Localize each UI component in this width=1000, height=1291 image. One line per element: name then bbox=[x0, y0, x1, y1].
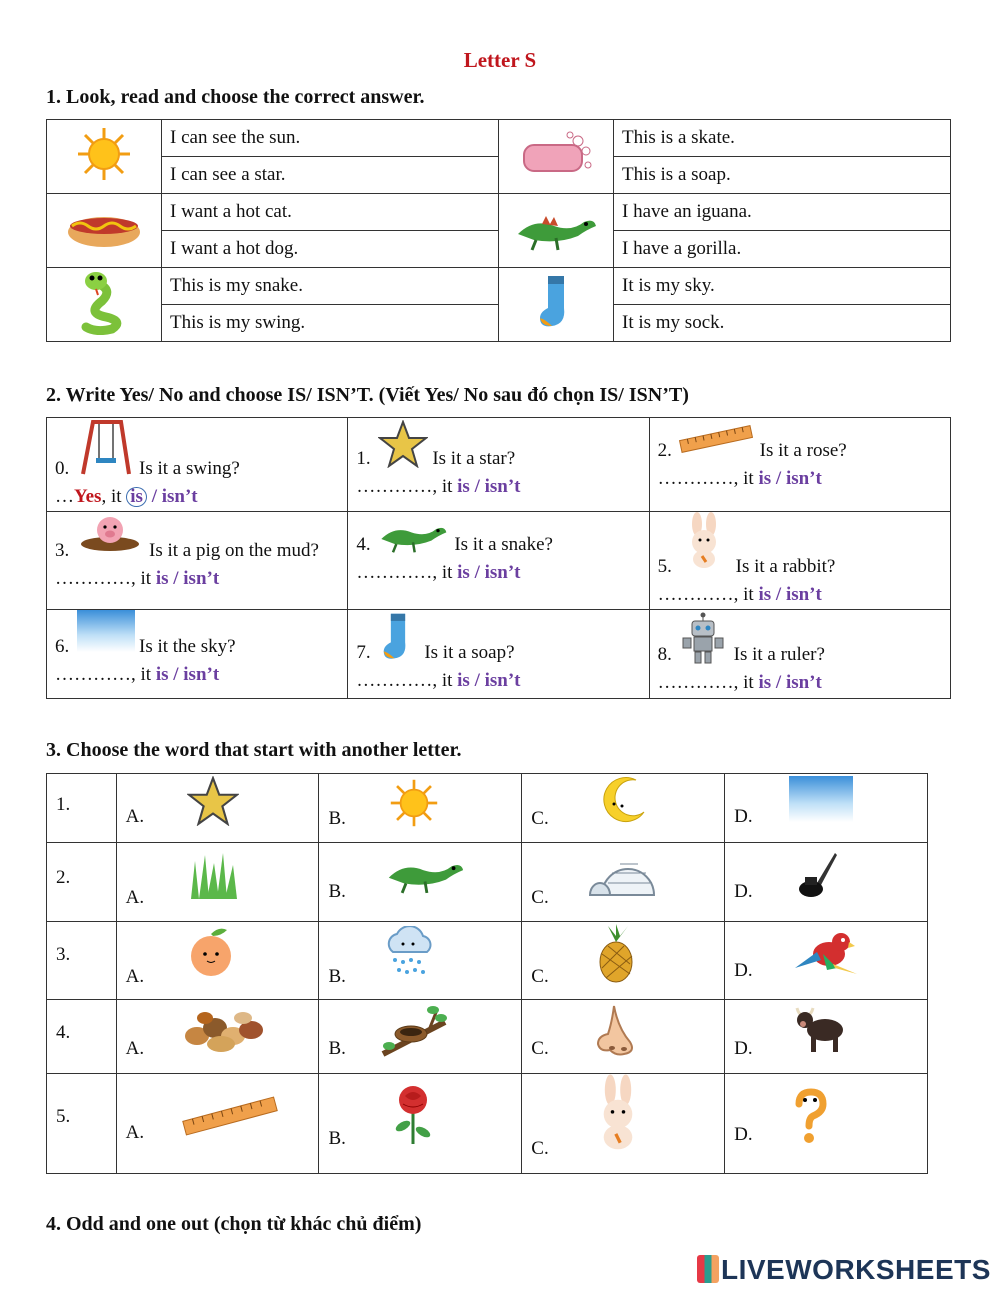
choice[interactable]: This is my snake. bbox=[162, 268, 499, 305]
question-text: Is it a swing? bbox=[139, 458, 240, 479]
choice[interactable]: This is a soap. bbox=[614, 157, 951, 194]
choice[interactable]: I have a gorilla. bbox=[614, 231, 951, 268]
soap-icon bbox=[499, 120, 614, 194]
option-d[interactable] bbox=[725, 843, 928, 922]
question-text: Is it the sky? bbox=[139, 636, 236, 657]
nuts-icon bbox=[181, 1006, 269, 1054]
option-letter: A. bbox=[125, 1122, 145, 1143]
option-letter: B. bbox=[328, 808, 346, 829]
question-cell bbox=[649, 610, 950, 699]
nose-icon bbox=[592, 1004, 638, 1058]
option-a[interactable] bbox=[116, 922, 319, 1000]
row-number-cell bbox=[47, 922, 117, 1000]
pig-icon bbox=[79, 512, 141, 552]
option-a[interactable] bbox=[116, 774, 319, 843]
sky-icon bbox=[789, 776, 853, 822]
option-b[interactable] bbox=[319, 922, 522, 1000]
example-cell bbox=[47, 418, 348, 512]
question-text: Is it a ruler? bbox=[733, 644, 825, 665]
sock-icon bbox=[380, 612, 416, 662]
is-option[interactable]: is bbox=[758, 672, 772, 693]
question-text: Is it a soap? bbox=[424, 642, 515, 663]
option-d[interactable] bbox=[725, 922, 928, 1000]
section3-table bbox=[46, 773, 928, 1174]
grass-icon bbox=[187, 851, 241, 899]
question-cell bbox=[649, 418, 950, 512]
question-text: Is it a rose? bbox=[759, 440, 847, 461]
section3-heading: 3. Choose the word that start with another letter. bbox=[46, 739, 462, 761]
row-number-cell bbox=[47, 774, 117, 843]
robot-icon bbox=[680, 612, 726, 664]
row-number: 2. bbox=[56, 867, 71, 888]
option-letter: D. bbox=[734, 960, 753, 981]
row-number-cell bbox=[47, 1074, 117, 1174]
item-number: 5. bbox=[657, 556, 672, 577]
option-a[interactable] bbox=[116, 1074, 319, 1174]
rain-cloud-icon bbox=[383, 926, 435, 980]
question-text: Is it a pig on the mud? bbox=[149, 540, 319, 561]
option-d[interactable] bbox=[725, 1074, 928, 1174]
is-option[interactable]: is bbox=[457, 670, 470, 691]
sun-icon bbox=[47, 120, 162, 194]
section2-table bbox=[46, 417, 951, 699]
option-c[interactable] bbox=[522, 774, 725, 843]
option-letter: A. bbox=[125, 966, 145, 987]
answer-line: …………, it is / isn’t bbox=[55, 664, 220, 685]
option-b[interactable] bbox=[319, 1000, 522, 1074]
swing-icon bbox=[77, 420, 135, 476]
option-b[interactable] bbox=[319, 774, 522, 843]
answer-yes: Yes bbox=[74, 486, 102, 507]
is-option[interactable]: is bbox=[457, 562, 470, 583]
item-number: 1. bbox=[356, 448, 371, 469]
question-cell bbox=[348, 512, 649, 610]
peach-icon bbox=[189, 924, 235, 978]
is-option-circled: is bbox=[126, 487, 147, 507]
sun-icon bbox=[389, 778, 439, 828]
question-mark-icon bbox=[791, 1088, 829, 1146]
ink-icon bbox=[797, 849, 839, 899]
option-letter: C. bbox=[531, 966, 549, 987]
choice[interactable]: It is my sock. bbox=[614, 305, 951, 342]
option-letter: B. bbox=[328, 966, 346, 987]
section4-heading: 4. Odd and one out (chọn từ khác chủ điểm) bbox=[46, 1213, 422, 1235]
iguana-icon bbox=[378, 514, 448, 554]
row-number: 4. bbox=[56, 1022, 71, 1043]
option-a[interactable] bbox=[116, 1000, 319, 1074]
option-c[interactable] bbox=[522, 922, 725, 1000]
section1-table bbox=[46, 119, 951, 342]
row-number: 3. bbox=[56, 944, 71, 965]
choice[interactable]: I want a hot dog. bbox=[162, 231, 499, 268]
choice[interactable]: It is my sky. bbox=[614, 268, 951, 305]
question-text: Is it a star? bbox=[432, 448, 516, 469]
row-number-cell bbox=[47, 843, 117, 922]
choice[interactable]: This is my swing. bbox=[162, 305, 499, 342]
star-icon bbox=[187, 776, 239, 826]
option-b[interactable] bbox=[319, 843, 522, 922]
is-option[interactable]: is bbox=[758, 468, 772, 489]
question-cell bbox=[348, 418, 649, 512]
option-letter: C. bbox=[531, 887, 549, 908]
option-a[interactable] bbox=[116, 843, 319, 922]
option-c[interactable] bbox=[522, 1000, 725, 1074]
is-option[interactable]: is bbox=[155, 664, 169, 685]
rose-icon bbox=[389, 1084, 437, 1146]
liveworksheets-logo bbox=[697, 1254, 991, 1286]
option-letter: D. bbox=[734, 1124, 753, 1145]
option-letter: C. bbox=[531, 808, 549, 829]
question-cell bbox=[47, 512, 348, 610]
option-letter: B. bbox=[328, 1128, 346, 1149]
is-option[interactable]: is bbox=[457, 476, 470, 497]
isnt-option[interactable]: isn’t bbox=[785, 584, 822, 605]
page-title: Letter S bbox=[463, 48, 537, 72]
rabbit-icon bbox=[596, 1074, 640, 1152]
question-text: Is it a snake? bbox=[454, 534, 553, 555]
logo-text: LIVEWORKSHEETS bbox=[721, 1254, 991, 1285]
choice[interactable]: I can see a star. bbox=[162, 157, 499, 194]
option-letter: C. bbox=[531, 1138, 549, 1159]
choice[interactable]: I want a hot cat. bbox=[162, 194, 499, 231]
choice[interactable]: I have an iguana. bbox=[614, 194, 951, 231]
igloo-icon bbox=[588, 847, 660, 897]
option-d[interactable] bbox=[725, 774, 928, 843]
option-c[interactable] bbox=[522, 1074, 725, 1174]
item-number: 4. bbox=[356, 534, 371, 555]
moon-icon bbox=[596, 776, 648, 828]
star-icon bbox=[378, 420, 428, 468]
isnt-option[interactable]: isn’t bbox=[484, 562, 521, 583]
sock-icon bbox=[499, 268, 614, 342]
ruler-icon bbox=[181, 1094, 279, 1138]
answer-line: …………, it is / isn’t bbox=[356, 476, 521, 497]
question-cell bbox=[348, 610, 649, 699]
option-letter: A. bbox=[125, 1038, 145, 1059]
logo-icon bbox=[697, 1255, 719, 1283]
rabbit-icon bbox=[684, 512, 724, 568]
item-number: 2. bbox=[657, 440, 672, 461]
item-number: 8. bbox=[657, 644, 672, 665]
isnt-option[interactable]: isn’t bbox=[484, 670, 521, 691]
section2-heading: 2. Write Yes/ No and choose IS/ ISN’T. (Viết Yes/ No sau đó chọn IS/ ISN’T) bbox=[46, 384, 689, 406]
isnt-option[interactable]: isn’t bbox=[785, 468, 822, 489]
section1-heading: 1. Look, read and choose the correct answer. bbox=[46, 86, 425, 108]
hot-dog-icon bbox=[47, 194, 162, 268]
answer-line: …………, it is / isn’t bbox=[657, 672, 822, 693]
option-letter: C. bbox=[531, 1038, 549, 1059]
bull-icon bbox=[789, 1002, 847, 1056]
option-letter: D. bbox=[734, 1038, 753, 1059]
option-letter: B. bbox=[328, 1038, 346, 1059]
isnt-option[interactable]: isn’t bbox=[183, 664, 220, 685]
option-letter: D. bbox=[734, 881, 753, 902]
pineapple-icon bbox=[594, 924, 638, 984]
answer-line: …………, it is / isn’t bbox=[657, 584, 822, 605]
option-letter: D. bbox=[734, 806, 753, 827]
choice[interactable]: This is a skate. bbox=[614, 120, 951, 157]
option-b[interactable] bbox=[319, 1074, 522, 1174]
question-text: Is it a rabbit? bbox=[735, 556, 836, 577]
option-c[interactable] bbox=[522, 843, 725, 922]
answer-line: …………, it is / isn’t bbox=[55, 568, 220, 589]
item-number: 3. bbox=[55, 540, 70, 561]
sky-icon bbox=[77, 610, 135, 652]
answer-line: …………, it is / isn’t bbox=[356, 670, 521, 691]
item-number: 0. bbox=[55, 458, 70, 479]
iguana-icon bbox=[385, 849, 465, 895]
answer-line: …………, it is / isn’t bbox=[657, 468, 822, 489]
choice[interactable]: I can see the sun. bbox=[162, 120, 499, 157]
parrot-icon bbox=[793, 928, 863, 978]
row-number: 5. bbox=[56, 1106, 71, 1127]
example-answer: …Yes, it is / isn’t bbox=[55, 486, 198, 507]
isnt-option[interactable]: isn’t bbox=[484, 476, 521, 497]
row-number: 1. bbox=[56, 794, 71, 815]
item-number: 7. bbox=[356, 642, 371, 663]
question-cell bbox=[649, 512, 950, 610]
is-option[interactable]: is bbox=[758, 584, 772, 605]
option-letter: A. bbox=[125, 806, 145, 827]
option-d[interactable] bbox=[725, 1000, 928, 1074]
isnt-option[interactable]: isn’t bbox=[785, 672, 822, 693]
item-number: 6. bbox=[55, 636, 70, 657]
question-cell bbox=[47, 610, 348, 699]
row-number-cell bbox=[47, 1000, 117, 1074]
option-letter: A. bbox=[125, 887, 145, 908]
ruler-icon bbox=[678, 424, 754, 454]
is-option[interactable]: is bbox=[155, 568, 169, 589]
option-letter: B. bbox=[328, 881, 346, 902]
iguana-icon bbox=[499, 194, 614, 268]
answer-line: …………, it is / isn’t bbox=[356, 562, 521, 583]
isnt-option[interactable]: isn’t bbox=[183, 568, 220, 589]
nest-icon bbox=[381, 1002, 447, 1058]
snake-icon bbox=[47, 268, 162, 342]
